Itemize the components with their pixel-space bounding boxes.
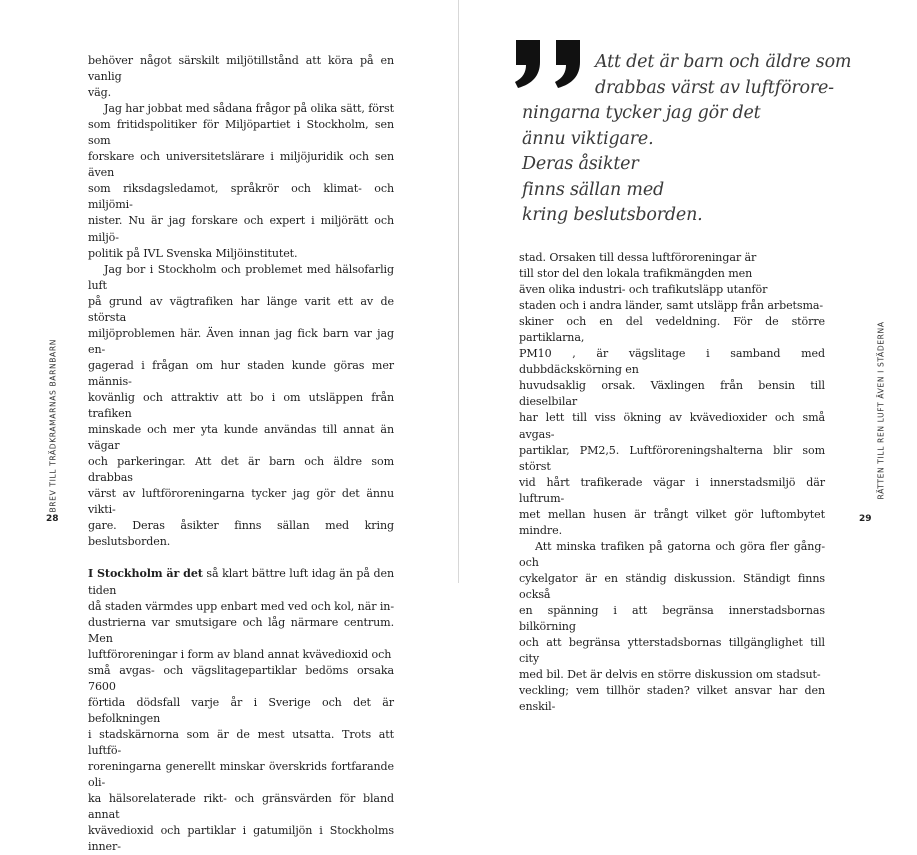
paragraph: Jag har jobbat med sådana frågor på olika sätt, först som fritidspolitiker för Miljöpartiet i Stockholm, sen som forskare och universitetslärare i miljöjuridik och sen även som riksdagsledamot, språkrör och klimat- och miljömi- nister. Nu är jag forskare och expert i miljörätt och miljö- politik på IVL Svenska Miljöinstitutet. — [88, 102, 394, 260]
pull-quote-line: drabbas värst av luftförore- — [595, 77, 834, 98]
section-paragraph: I Stockholm är det så klart bättre luft idag än på den tiden då staden värmdes upp enbart med ved och kol, när in- dustrierna var smutsigare och låg närmare centrum. Men luftföroreningar i form av bland annat kvävedioxid och små avgas- och vägslitagepartiklar bedöms orsaka 7600 förtida dödsfall varje år i Sverige och det är befolkningen i stadskärnorna som är de mest utsatta. Trots att luftfö- roreningarna generellt minskar överskrids fortfarande oli- ka hälsorelaterade rikt- och gränsvärden för bland annat kvävedioxid och partiklar i gatumiljön i Stockholms inner- — [88, 567, 395, 854]
pull-quote-line: finns sällan med — [522, 179, 664, 200]
left-body-text — [88, 53, 394, 855]
running-head-right: RÄTTEN TILL REN LUFT ÄVEN I STÄDERNA — [876, 321, 886, 500]
paragraph: Att minska trafiken på gatorna och göra fler gång- och cykelgator är en ständig diskussion. Ständigt finns också en spänning i att begränsa innerstadsbornas bilkörning och att begränsa ytterstadsbornas tillgänglighet till city med bil. Det är delvis en större diskussion om stadsut- veckling; vem tillhör staden? vilket ansvar har den enskil- — [519, 539, 825, 714]
right-page — [459, 0, 917, 714]
left-page — [0, 0, 458, 854]
paragraph: behöver något särskilt miljötillstånd att köra på en vanlig väg. — [88, 54, 394, 100]
pull-quote — [522, 50, 852, 229]
pull-quote-line: ännu viktigare. — [522, 128, 654, 149]
page-number-left: 28 — [46, 514, 59, 524]
pull-quote-line: kring beslutsborden. — [522, 205, 703, 225]
right-body-text — [519, 250, 825, 715]
pull-quote-line: Deras åsikter — [522, 154, 639, 174]
pull-quote-line: Att det är barn och äldre som — [595, 52, 852, 72]
section-lead-in: I Stockholm är det — [88, 567, 203, 581]
paragraph: Jag bor i Stockholm och problemet med hälsofarlig luft på grund av vägtrafiken har länge varit ett av de största miljöproblemen här. Även innan jag fick barn var jag en- gagerad i frågan om hur staden kunde göras mer männis- kovänlig och attraktiv att bo i om utsläppen från trafiken minskade och mer yta kunde användas till annat än vägar och parkeringar. Att det är barn och äldre som drabbas värst av luftföroreningarna tycker jag gör det ännu vikti- gare. Deras åsikter finns sällan med kring beslutsborden. — [88, 262, 394, 549]
paragraph: stad. Orsaken till dessa luftföroreningar är till stor del den lokala trafikmängden men även olika industri- och trafikutsläpp utanför staden och i andra länder, samt utsläpp från arbetsma- skiner och en del vedeldning. För de större partiklarna, PM10 , är vägslitage i samband med dubbdäckskörning en huvudsaklig orsak. Växlingen från bensin till dieselbilar har lett till viss ökning av kvävedioxider och små avgas- partiklar, PM2,5. Luftföroreningshalterna blir som störst vid hårt trafikerade vägar i innerstadsmiljö där luftrum- met mellan husen är trångt vilket gör luftombytet mindre. — [519, 251, 825, 537]
pull-quote-line: ningarna tycker jag gör det — [522, 103, 761, 123]
page-number-right: 29 — [859, 514, 872, 524]
running-head-left: BREV TILL TRÄDKRAMARNAS BARNBARN — [48, 339, 58, 513]
